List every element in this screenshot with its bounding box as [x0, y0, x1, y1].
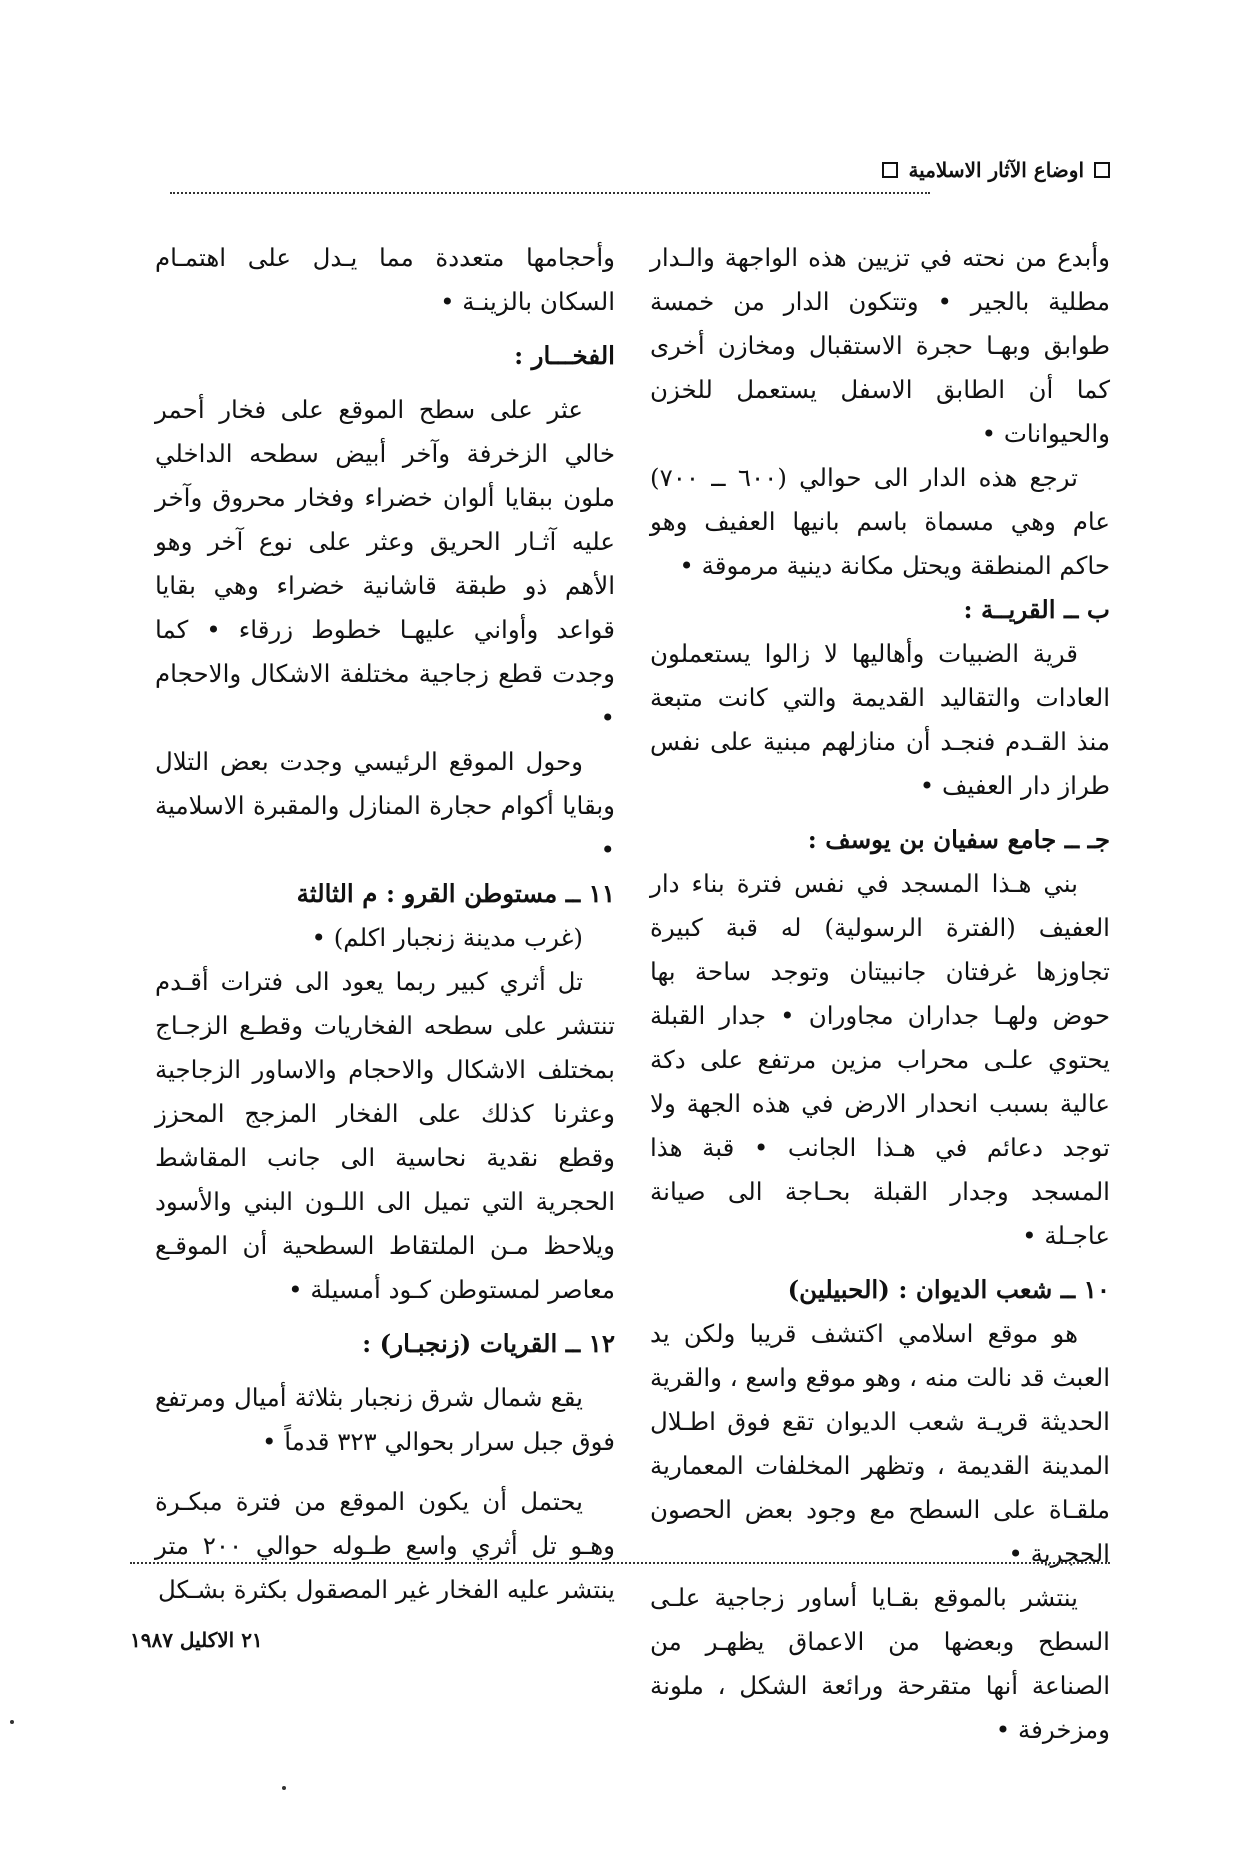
footer-divider [130, 1562, 1110, 1564]
left-column [155, 236, 615, 1612]
running-title: اوضاع الآثار الاسلامية [908, 158, 1084, 182]
paragraph: ينتشر بالموقع بقـايا أساور زجاجية علـى السطح وبعضها من الاعماق يظهـر من الصناعة أنها متقرحة ورائعة الشكل ، ملونة ومزخرفة • [650, 1583, 1110, 1744]
paragraph: عثر على سطح الموقع على فخار أحمر خالي الزخرفة وآخر أبيض سطحه الداخلي ملون ببقايا ألوان خضراء وفخار محروق وآخر عليه آثـار الحريق وعثر على نوع آخر وهو الأهم ذو طبقة قاشانية خضراء وهي بقايا قواعد وأواني عليهـا خطوط زرقاء • كما وجدت قطع زجاجية مختلفة الاشكال والاحجام • [155, 395, 615, 732]
section-heading: الفخـــار : [514, 341, 615, 370]
square-bullet-icon [1094, 162, 1110, 178]
right-column [650, 236, 1110, 1752]
paragraph: وأبدع من نحته في تزيين هذه الواجهة والـدار مطلية بالجير • وتتكون الدار من خمسة طوابق وبهـا حجرة الاستقبال ومخازن أخرى كما أن الطابق الاسفل يستعمل للخزن والحيوانات • [650, 243, 1110, 448]
page-folio: ٢١ الاكليل ١٩٨٧ [130, 1628, 263, 1652]
square-bullet-icon [882, 162, 898, 178]
paragraph: قرية الضبيات وأهاليها لا زالوا يستعملون العادات والتقاليد القديمة والتي كانت متبعة منذ القـدم فنجـد أن منازلهم مبنية على نفس طراز دار العفيف • [650, 639, 1110, 800]
paragraph: تل أثري كبير ربما يعود الى فترات أقـدم تنتشر على سطحه الفخاريات وقطـع الزجـاج بمختلف الاشكال والاحجام والاساور الزجاجية وعثرنا كذلك على الفخار المزجج المحزز وقطع نقدية نحاسية الى جانب المقاشط الحجرية التي تميل الى اللـون البني والأسود ويلاحظ مـن الملتقاط السطحية أن الموقـع معاصر لمستوطن كـود أمسيلة • [155, 967, 615, 1304]
section-heading: ١١ ــ مستوطن القرو : م الثالثة [296, 879, 615, 908]
paragraph: يحتمل أن يكون الموقع من فترة مبكـرة وهـو تل أثري واسع طـوله حوالي ٢٠٠ متر ينتشر عليه الفخار غير المصقول بكثرة بشـكل [155, 1487, 615, 1604]
section-heading: جـ ــ جامع سفيان بن يوسف : [807, 825, 1110, 854]
paragraph: هو موقع اسلامي اكتشف قريبا ولكن يد العبث قد نالت منه ، وهو موقع واسع ، والقرية الحديثة قريـة شعب الديوان تقع فوق اطـلال المدينة القديمة ، وتظهر المخلفات المعمارية ملقـاة على السطح مع وجود بعض الحصون الحجرية • [650, 1319, 1110, 1568]
running-header [882, 158, 1110, 182]
paragraph: يقع شمال شرق زنجبار بثلاثة أميال ومرتفع فوق جبل سرار بحوالي ٣٢٣ قدماً • [155, 1383, 615, 1456]
section-heading: ب ــ القريــة : [963, 595, 1110, 624]
scan-speck [282, 1786, 286, 1790]
paragraph: (غرب مدينة زنجبار اكلم) • [311, 923, 583, 952]
section-heading: ١٢ ــ القريات (زنجبـار) : [362, 1329, 615, 1358]
paragraph: وحول الموقع الرئيسي وجدت بعض التلال وبقايا أكوام حجارة المنازل والمقبرة الاسلامية • [155, 747, 615, 864]
header-divider [170, 192, 930, 194]
section-heading: ١٠ ــ شعب الديوان : (الحبيلين) [787, 1275, 1110, 1304]
paragraph: وأحجامها متعددة مما يـدل على اهتمـام السكان بالزينـة • [155, 243, 615, 316]
paragraph: ترجع هذه الدار الى حوالي (٦٠٠ ــ ٧٠٠) عام وهي مسماة باسم بانيها العفيف وهو حاكم المنطقة ويحتل مكانة دينية مرموقة • [650, 463, 1110, 580]
paragraph: بني هـذا المسجد في نفس فترة بناء دار العفيف (الفترة الرسولية) له قبة كبيرة تجاوزها غرفتان جانبيتان وتوجد ساحة بها حوض ولهـا جداران مجاوران • جدار القبلة يحتوي علـى محراب مزين مرتفع على دكة عالية بسبب انحدار الارض في هذه الجهة ولا توجد دعائم في هـذا الجانب • قبة هذا المسجد وجدار القبلة بحـاجة الى صيانة عاجـلة • [650, 869, 1110, 1250]
scan-speck [10, 1720, 14, 1724]
